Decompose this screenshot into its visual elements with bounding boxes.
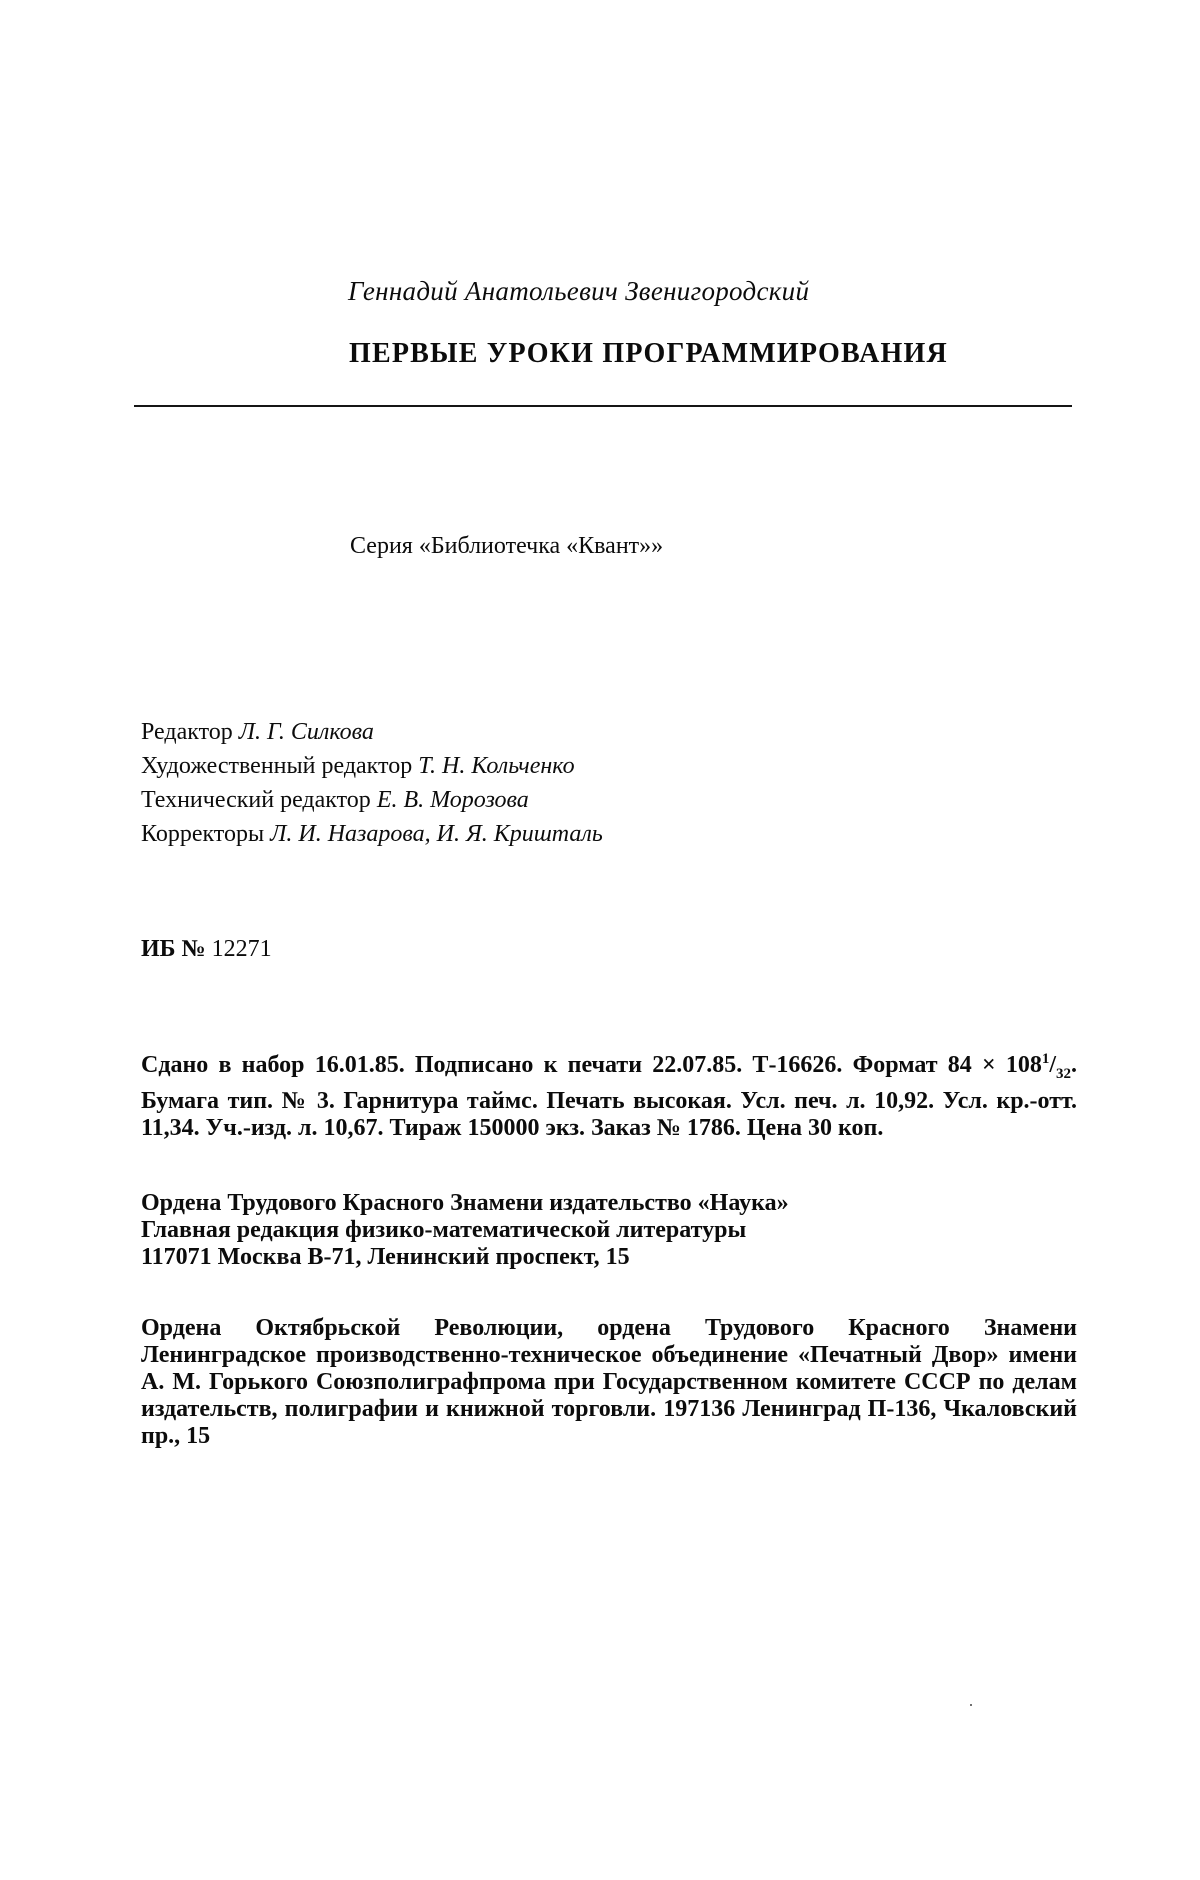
credit-name: Т. Н. Кольченко bbox=[418, 753, 574, 779]
format-sup: 1 bbox=[1042, 1051, 1050, 1067]
ib-number bbox=[141, 936, 272, 963]
credit-role: Редактор bbox=[141, 719, 233, 745]
publisher-line: Ордена Трудового Красного Знамени издательство «Наука» bbox=[141, 1190, 789, 1217]
ib-value: 12271 bbox=[212, 936, 272, 962]
publisher-line: Главная редакция физико-математической литературы bbox=[141, 1217, 789, 1244]
credit-name: Е. В. Морозова bbox=[377, 787, 529, 813]
credits-block bbox=[141, 715, 603, 851]
book-title: ПЕРВЫЕ УРОКИ ПРОГРАММИРОВАНИЯ bbox=[349, 338, 948, 370]
series-line: Серия «Библиотечка «Квант»» bbox=[350, 533, 663, 560]
printer-block: Ордена Октябрьской Революции, ордена Трудового Красного Знамени Ленинградское производственно-техническое объединение «Печатный Двор» имени А. М. Горького Союзполиграфпрома при Государственном комитете СССР по делам издательств, полиграфии и книжной торговли. 197136 Ленинград П-136, Чкаловский пр., 15 bbox=[141, 1315, 1077, 1450]
credit-tech-editor bbox=[141, 783, 603, 817]
credit-name: Л. И. Назарова, И. Я. Кришталь bbox=[270, 821, 603, 847]
title-rule bbox=[134, 405, 1072, 407]
credit-proofreaders bbox=[141, 817, 603, 851]
publisher-address: 117071 Москва В-71, Ленинский проспект, 15 bbox=[141, 1244, 789, 1271]
credit-editor bbox=[141, 715, 603, 749]
print-speck bbox=[970, 1704, 972, 1706]
imprint-block: Сдано в набор 16.01.85. Подписано к печати 22.07.85. Т-16626. Формат 84 × 1081/32. Бумага тип. № 3. Гарнитура таймс. Печать высокая. Усл. печ. л. 10,92. Усл. кр.-отт. 11,34. Уч.-изд. л. 10,67. Тираж 150000 экз. Заказ № 1786. Цена 30 коп. bbox=[141, 1046, 1077, 1142]
publisher-block bbox=[141, 1190, 789, 1271]
credit-role: Художественный редактор bbox=[141, 753, 412, 779]
credit-art-editor bbox=[141, 749, 603, 783]
ib-label: ИБ № bbox=[141, 936, 206, 962]
imprint-text: Сдано в набор 16.01.85. Подписано к печати 22.07.85. Т-16626. Формат 84 × 108 bbox=[141, 1052, 1042, 1078]
colophon-page bbox=[0, 0, 1200, 1880]
book-author: Геннадий Анатольевич Звенигородский bbox=[348, 276, 809, 307]
credit-name: Л. Г. Силкова bbox=[239, 719, 374, 745]
credit-role: Корректоры bbox=[141, 821, 264, 847]
credit-role: Технический редактор bbox=[141, 787, 371, 813]
format-sub: 32 bbox=[1056, 1066, 1071, 1082]
imprint-tail: . Бумага тип. № 3. Гарнитура таймс. Печать высокая. Усл. печ. л. 10,92. Усл. кр.-отт. 11,34. Уч.-изд. л. 10,67. Тираж 150000 экз. Заказ № 1786. Цена 30 коп. bbox=[141, 1052, 1077, 1141]
